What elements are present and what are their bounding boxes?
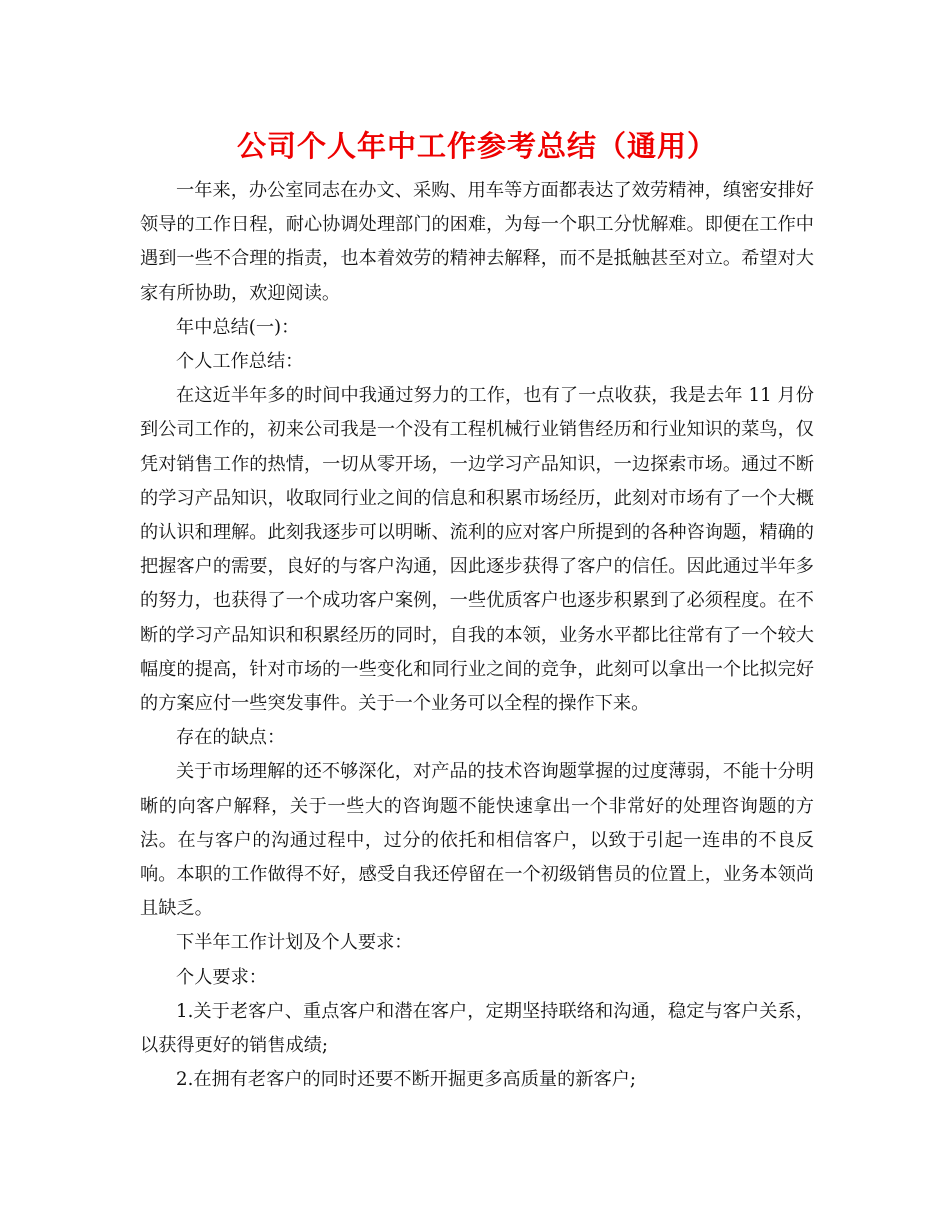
- requirement-item-2: 2.在拥有老客户的同时还要不断开掘更多高质量的新客户;: [176, 1069, 636, 1091]
- document-title: 公司个人年中工作参考总结（通用）: [236, 129, 717, 163]
- section-heading-personal-requirements: 个人要求：: [176, 966, 267, 988]
- section-heading-shortcomings: 存在的缺点：: [176, 727, 286, 749]
- shortcomings-paragraph: 关于市场理解的还不够深化，对产品的技术咨询题掌握的过度薄弱，不能十分明晰的向客户解释，关于一些大的咨询题不能快速拿出一个非常好的处理咨询题的方法。在与客户的沟通过程中，过分的依托和相信客户，以致于引起一连串的不良反响。本职的工作做得不好，感受自我还停留在一个初级销售员的位置上，业务本领尚且缺乏。: [140, 761, 814, 920]
- intro-paragraph: 一年来，办公室同志在办文、采购、用车等方面都表达了效劳精神，缜密安排好领导的工作日程，耐心协调处理部门的困难，为每一个职工分忧解难。即便在工作中遇到一些不合理的指责，也本着效劳的精神去解释，而不是抵触甚至对立。希望对大家有所协助，欢迎阅读。: [140, 180, 814, 304]
- section-heading-next-half-plan: 下半年工作计划及个人要求：: [176, 932, 413, 954]
- work-summary-paragraph: 在这近半年多的时间中我通过努力的工作，也有了一点收获，我是去年 11 月份到公司工作的，初来公司我是一个没有工程机械行业销售经历和行业知识的菜鸟，仅凭对销售工作的热情，一切从零开场，一边学习产品知识，一边探索市场。通过不断的学习产品知识，收取同行业之间的信息和积累市场经历，此刻对市场有了一个大概的认识和理解。此刻我逐步可以明晰、流利的应对客户所提到的各种咨询题，精确的把握客户的需要，良好的与客户沟通，因此逐步获得了客户的信任。因此通过半年多的努力，也获得了一个成功客户案例，一些优质客户也逐步积累到了必须程度。在不断的学习产品知识和积累经历的同时，自我的本领，业务水平都比往常有了一个较大幅度的提高，针对市场的一些变化和同行业之间的竞争，此刻可以拿出一个比拟完好的方案应付一些突发事件。关于一个业务可以全程的操作下来。: [140, 385, 814, 715]
- section-heading-personal-summary: 个人工作总结：: [176, 351, 304, 373]
- section-heading-midyear-summary: 年中总结(一)：: [176, 316, 300, 338]
- requirement-item-1: 1.关于老客户、重点客户和潜在客户，定期坚持联络和沟通，稳定与客户关系，以获得更好的销售成绩;: [140, 1000, 814, 1057]
